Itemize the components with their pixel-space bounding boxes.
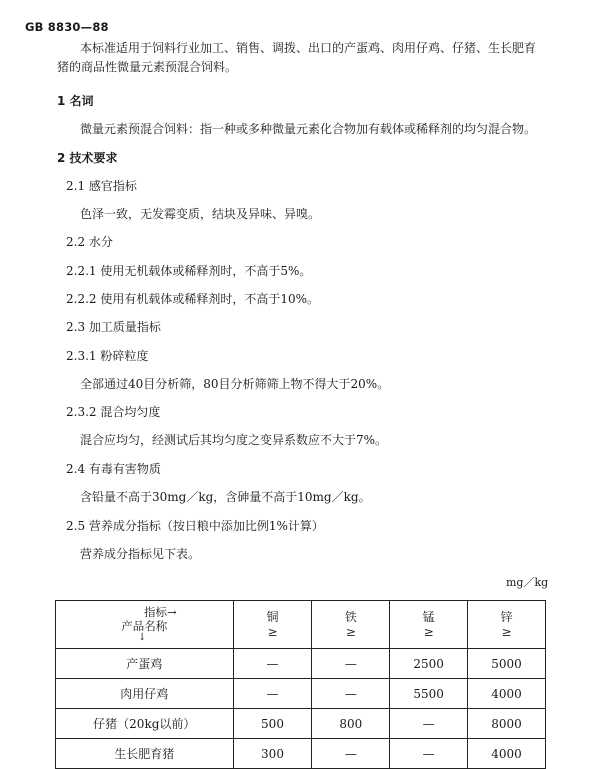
standard-code-header: GB 8830—88 — [25, 20, 109, 34]
section-2-3-1-title: 2.3.1 粉碎粒度 — [66, 349, 149, 363]
table-row — [56, 739, 546, 769]
corner-product-label: 产品名称 — [121, 619, 168, 633]
table-row — [56, 709, 546, 739]
intro-line-2: 猪的商品性微量元素预混合饲料。 — [57, 60, 238, 74]
section-2-1-text: 色泽一致，无发霉变质，结块及异味、异嗅。 — [80, 207, 321, 221]
section-2-1-title: 2.1 感官指标 — [66, 179, 137, 193]
section-2-3-title: 2.3 加工质量指标 — [66, 320, 161, 334]
column-header-copper: 铜 ≥ — [233, 601, 312, 649]
cell-manganese: — — [390, 739, 468, 769]
cell-iron: — — [312, 739, 390, 769]
section-2-3-2-text: 混合应均匀，经测试后其均匀度之变异系数应不大于7%。 — [80, 433, 388, 447]
section-2-4-title: 2.4 有毒有害物质 — [66, 462, 161, 476]
cell-zinc: 5000 — [468, 649, 546, 679]
cell-copper: — — [233, 649, 312, 679]
section-2-title: 2 技术要求 — [57, 151, 118, 165]
section-2-3-2-title: 2.3.2 混合均匀度 — [66, 405, 161, 419]
table-header-row — [56, 601, 546, 649]
cell-copper: 500 — [233, 709, 312, 739]
section-2-2-1: 2.2.1 使用无机载体或稀释剂时，不高于5%。 — [66, 264, 312, 278]
table-corner-cell — [56, 601, 234, 649]
section-1-title: 1 名词 — [57, 94, 94, 108]
section-2-3-1-text: 全部通过40目分析筛，80目分析筛筛上物不得大于20%。 — [80, 377, 390, 391]
section-2-2-title: 2.2 水分 — [66, 235, 113, 249]
table-row — [56, 679, 546, 709]
row-product-name: 产蛋鸡 — [56, 649, 234, 679]
cell-iron: — — [312, 679, 390, 709]
nutrient-table — [55, 600, 546, 769]
intro-line-1: 本标准适用于饲料行业加工、销售、调拨、出口的产蛋鸡、肉用仔鸡、仔猪、生长肥育 — [80, 41, 537, 55]
section-2-5-text: 营养成分指标见下表。 — [80, 547, 201, 561]
row-product-name: 生长肥育猪 — [56, 739, 234, 769]
cell-manganese: 5500 — [390, 679, 468, 709]
cell-manganese: 2500 — [390, 649, 468, 679]
section-2-2-2: 2.2.2 使用有机载体或稀释剂时，不高于10%。 — [66, 292, 320, 306]
row-product-name: 肉用仔鸡 — [56, 679, 234, 709]
cell-manganese: — — [390, 709, 468, 739]
section-1-text: 微量元素预混合饲料：指一种或多种微量元素化合物加有载体或稀释剂的均匀混合物。 — [80, 122, 537, 136]
column-header-iron: 铁 ≥ — [312, 601, 390, 649]
cell-iron: — — [312, 649, 390, 679]
cell-iron: 800 — [312, 709, 390, 739]
row-product-name: 仔猪（20kg以前） — [56, 709, 234, 739]
down-arrow-icon: ↓ — [138, 632, 147, 643]
column-header-manganese: 锰 ≥ — [390, 601, 468, 649]
cell-zinc: 8000 — [468, 709, 546, 739]
section-2-4-text: 含铅量不高于30mg／kg，含砷量不高于10mg／kg。 — [80, 490, 371, 504]
corner-indicator-label: 指标→ — [143, 605, 177, 619]
cell-zinc: 4000 — [468, 679, 546, 709]
cell-zinc: 4000 — [468, 739, 546, 769]
table-unit: mg／kg — [506, 576, 549, 589]
table-row — [56, 649, 546, 679]
cell-copper: 300 — [233, 739, 312, 769]
cell-copper: — — [233, 679, 312, 709]
column-header-zinc: 锌 ≥ — [468, 601, 546, 649]
section-2-5-title: 2.5 营养成分指标（按日粮中添加比例1%计算） — [66, 519, 324, 533]
